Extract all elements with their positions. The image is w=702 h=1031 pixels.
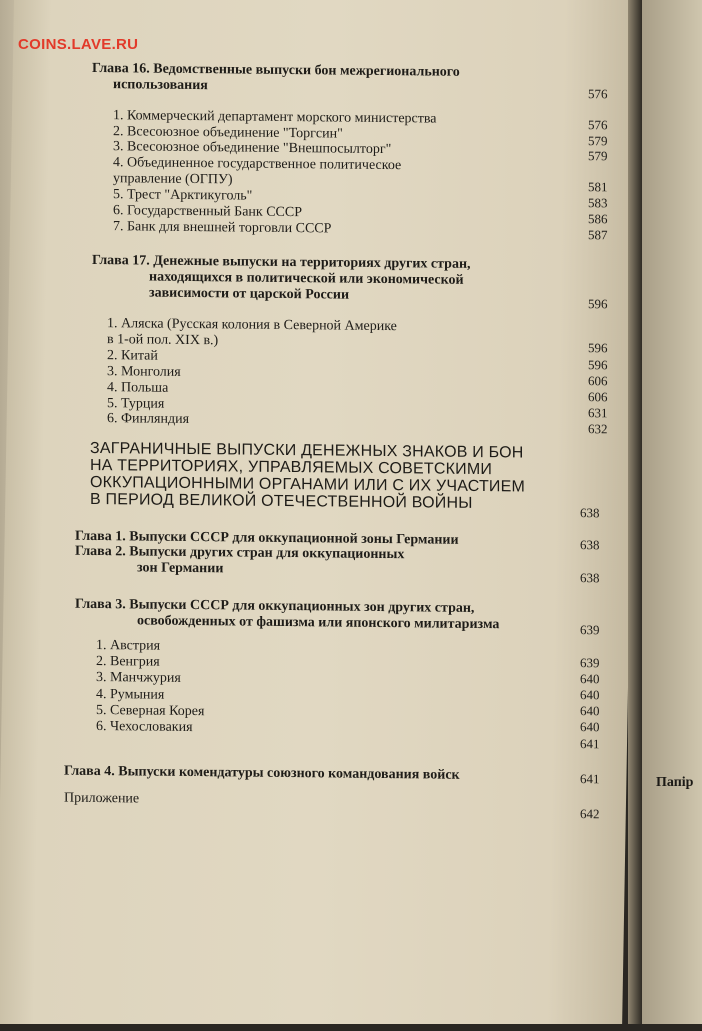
chapter-2-title-cont: зон Германии [137, 560, 224, 577]
list-item-page: 579 [588, 133, 608, 149]
section-title-line: НА ТЕРРИТОРИЯХ, УПРАВЛЯЕМЫХ СОВЕТСКИМИ [90, 456, 493, 479]
list-item: 1. Аляска (Русская колония в Северной Америке [107, 316, 397, 335]
list-item-page: 576 [588, 117, 608, 133]
list-item: 5. Трест "Арктикуголь" [113, 187, 253, 204]
chapter-16-title: Глава 16. Ведомственные выпуски бон межрегионального [92, 60, 460, 80]
list-item-page: 583 [588, 195, 608, 211]
list-item-page: 596 [588, 357, 608, 373]
list-item: 3. Манчжурия [96, 670, 181, 686]
list-item-page: 587 [588, 227, 608, 243]
appendix-entry: Приложение [64, 790, 140, 807]
chapter-16-page: 576 [588, 86, 608, 102]
section-page: 638 [580, 505, 600, 521]
list-item-page: 586 [588, 211, 608, 227]
chapter-4-page: 641 [580, 771, 600, 787]
right-page-fragment: Папір [656, 775, 694, 790]
chapter-17-page: 596 [588, 296, 608, 312]
list-item-page: 606 [588, 373, 608, 389]
chapter-2-page: 638 [580, 570, 600, 586]
chapter-17-title: Глава 17. Денежные выпуски на территориях других стран, [92, 252, 471, 272]
watermark: COINS.LAVE.RU [18, 36, 139, 53]
list-item-page: 579 [588, 148, 608, 164]
list-item: 7. Банк для внешней торговли СССР [113, 219, 332, 237]
list-item-page: 606 [588, 389, 608, 405]
chapter-17-title-cont: находящихся в политической или экономической [149, 269, 464, 288]
chapter-2-title: Глава 2. Выпуски других стран для оккупационных [75, 543, 405, 563]
list-item-page: 639 [580, 655, 600, 671]
list-item: 1. Австрия [96, 638, 161, 654]
list-item-page: 641 [580, 736, 600, 752]
chapter-4-title: Глава 4. Выпуски комендатуры союзного командования войск [64, 763, 460, 783]
chapter-3-title: Глава 3. Выпуски СССР для оккупационных зон других стран, [75, 596, 475, 616]
list-item: 3. Всесоюзное объединение "Внешпосылторг" [113, 139, 392, 158]
list-item: 2. Китай [107, 348, 158, 364]
list-item-page: 640 [580, 687, 600, 703]
section-title-line: ОККУПАЦИОННЫМИ ОРГАНАМИ ИЛИ С ИХ УЧАСТИЕМ [90, 473, 526, 496]
list-item-page: 581 [588, 179, 608, 195]
list-item: 6. Государственный Банк СССР [113, 203, 302, 221]
chapter-16-title-cont: использования [113, 77, 208, 94]
list-item-page: 640 [580, 671, 600, 687]
section-title-line: В ПЕРИОД ВЕЛИКОЙ ОТЕЧЕСТВЕННОЙ ВОЙНЫ [90, 490, 473, 512]
chapter-3-page: 639 [580, 622, 600, 638]
list-item: 2. Венгрия [96, 654, 160, 670]
list-item: 5. Северная Корея [96, 703, 205, 720]
list-item: управление (ОГПУ) [113, 171, 233, 188]
chapter-3-title-cont: освобожденных от фашизма или японского милитаризма [137, 613, 500, 633]
list-item: 3. Монголия [107, 364, 181, 380]
section-title-line: ЗАГРАНИЧНЫЕ ВЫПУСКИ ДЕНЕЖНЫХ ЗНАКОВ И БОН [90, 439, 524, 462]
list-item: в 1-ой пол. XIX в.) [107, 332, 219, 349]
chapter-17-title-cont: зависимости от царской России [149, 285, 350, 303]
list-item-page: 640 [580, 719, 600, 735]
list-item: 6. Финляндия [107, 411, 190, 427]
right-page-edge [642, 0, 702, 1024]
list-item: 5. Турция [107, 396, 165, 412]
list-item: 4. Польша [107, 380, 169, 396]
chapter-1-title: Глава 1. Выпуски СССР для оккупационной зоны Германии [75, 528, 459, 548]
appendix-page: 642 [580, 806, 600, 822]
list-item: 2. Всесоюзное объединение "Торгсин" [113, 124, 343, 142]
list-item-page: 640 [580, 703, 600, 719]
chapter-1-page: 638 [580, 537, 600, 553]
list-item: 6. Чехословакия [96, 719, 193, 736]
list-item-page: 632 [588, 421, 608, 437]
list-item-page: 596 [588, 340, 608, 356]
list-item-page: 631 [588, 405, 608, 421]
list-item: 4. Объединенное государственное политическое [113, 155, 402, 174]
list-item: 4. Румыния [96, 687, 165, 703]
list-item: 1. Коммерческий департамент морского министерства [113, 108, 437, 127]
